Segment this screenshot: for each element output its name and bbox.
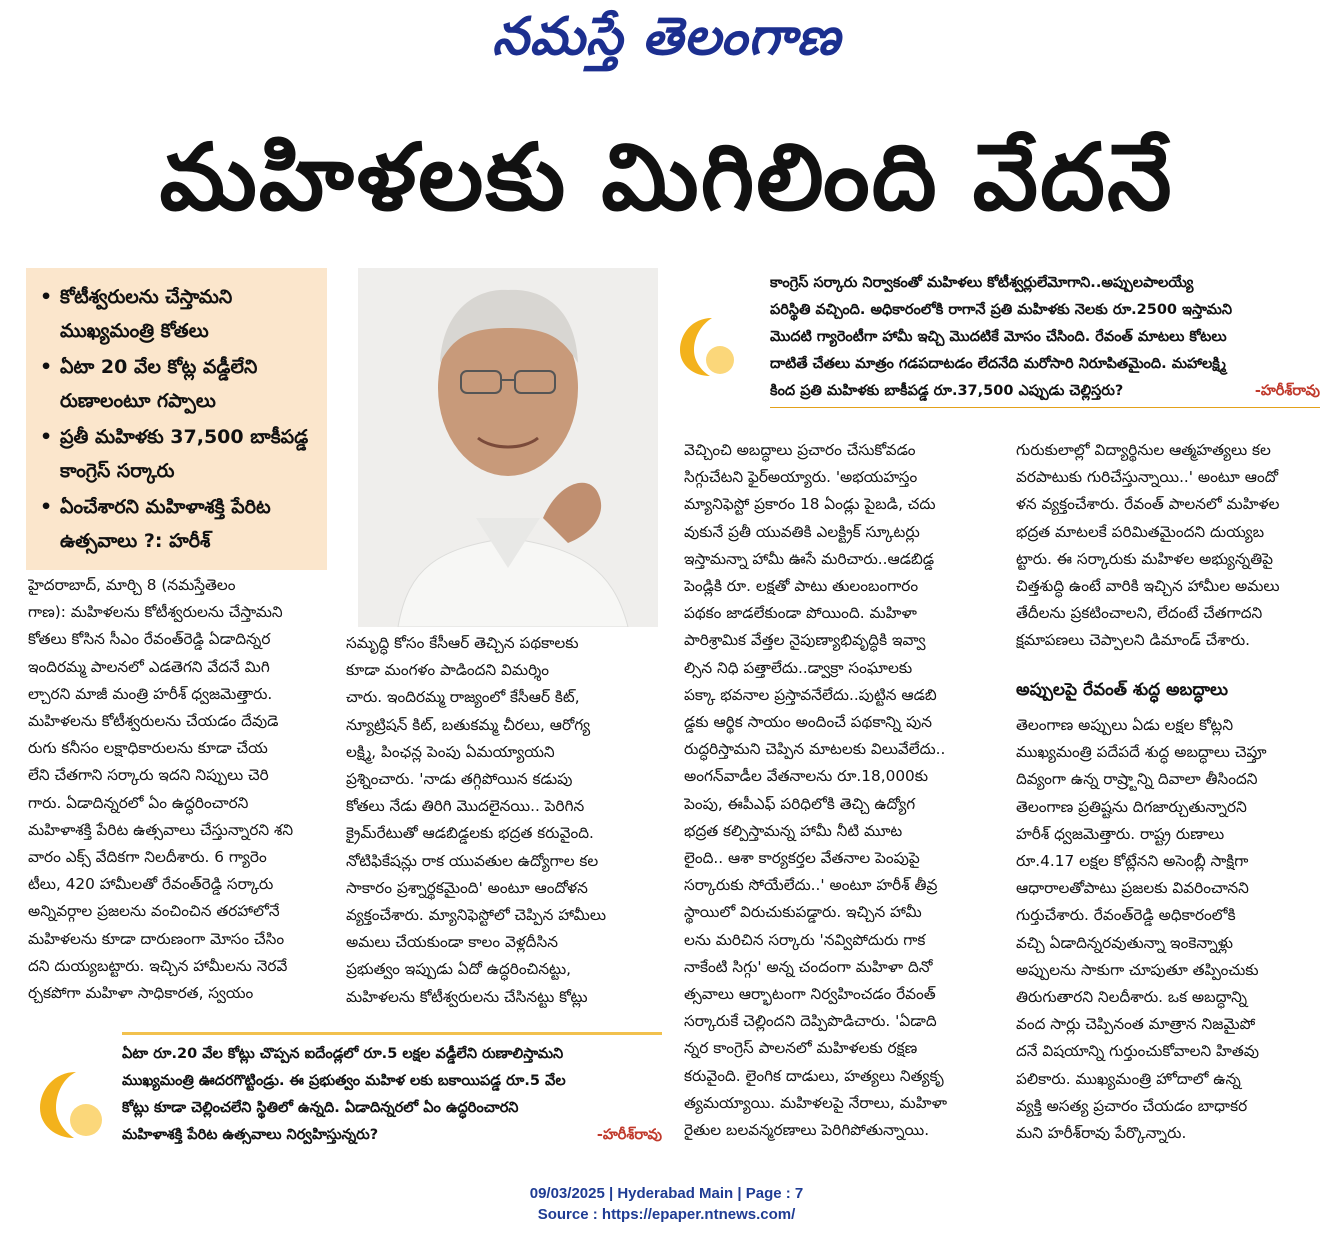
text-line: న్యూట్రిషన్ కిట్, బతుకమ్మ చీరలు, ఆరోగ్య — [346, 715, 591, 734]
article-column-4-top — [1016, 437, 1316, 655]
highlight-item — [40, 490, 319, 558]
text-line: పక్కా భవనాల ప్రస్తావనేలేదు..పుట్టిన ఆడబి — [684, 685, 937, 704]
text-line: ముఖ్యమంత్రి పదేపదే శుద్ధ అబద్ధాలు చెప్తూ — [1016, 743, 1267, 762]
text-line: దనే విషయాన్ని గుర్తుంచుకోవాలని హితవు — [1016, 1042, 1260, 1061]
text-line: లను మరిచిన సర్కారు 'నవ్విపోదురు గాక — [684, 930, 926, 949]
text-line: వెచ్చించి అబద్ధాలు ప్రచారం చేసుకోవడం — [684, 441, 916, 459]
footer-date-line: 09/03/2025 | Hyderabad Main | Page : 7 — [529, 1185, 804, 1202]
text-line: భద్రత కల్పిస్తామన్న హామీ నీటి మూట — [684, 821, 903, 840]
text-line: మహిళలను కోటీశ్వరులను చేయడం దేవుడె — [28, 712, 279, 731]
quote-line-text: కింద ప్రతి మహిళకు బాకీపడ్డ రూ.37,500 ఎప్పుడు చెల్లిస్తరు? — [770, 383, 1124, 399]
highlight-item — [40, 350, 319, 418]
text-line: ట్టారు. ఈ సర్కారుకు మహిళల అభ్యున్నతిపై — [1016, 549, 1274, 568]
text-line: సర్కారుకు సోయేలేదు..' అంటూ హరీశ్ తీవ్ర — [684, 876, 938, 895]
pull-quote-bottom — [122, 1032, 662, 1160]
text-line: తిరుగుతారని నిలదీశారు. ఒక అబద్ధాన్ని — [1016, 988, 1248, 1007]
text-line: ళన వ్యక్తంచేశారు. రేవంత్ పాలనలో మహిళల — [1016, 495, 1280, 514]
portrait-illustration — [358, 268, 658, 627]
text-line: సర్కారుకే చెల్లిందని దెప్పిపొడిచారు. 'ఏడాది — [684, 1012, 937, 1031]
text-line: వరపాటుకు గురిచేస్తున్నాయి..' అంటూ ఆందో — [1016, 468, 1279, 487]
text-line: క్రైమ్‌రేటుతో ఆడబిడ్డలకు భద్రత కరువైంది. — [346, 824, 594, 843]
text-line: టీలు, 420 హామీలతో రేవంత్‌రెడ్డి సర్కారు — [28, 875, 274, 894]
text-line: మహిళాశక్తి పేరిట ఉత్సవాలు చేస్తున్నారని శని — [28, 820, 294, 839]
text-line: తేదీలను ప్రకటించాలని, లేదంటే చేతగాదని — [1016, 604, 1263, 623]
highlights-box — [26, 268, 327, 570]
text-line: ప్రభుత్వం ఇప్పుడు ఏదో ఉద్ధరించినట్టు, — [346, 960, 572, 979]
quote-signature: -హరీశ్‌రావు — [1254, 383, 1320, 399]
text-line: హరీశ్ ధ్వజమెత్తారు. రాష్ట్ర రుణాలు — [1016, 824, 1225, 843]
text-line: గురుకులాల్లో విద్యార్థినుల ఆత్మహత్యలు కల — [1016, 441, 1271, 459]
article-column-3 — [684, 437, 996, 1144]
text-line: ఆధారాలతోపాటు ప్రజలకు వివరించానని — [1016, 879, 1249, 898]
text-line: పథకం జాడలేకుండా పోయింది. మహిళా — [684, 604, 917, 623]
text-line: భద్రత మాటలకే పరిమితమైందని దుయ్యబ — [1016, 522, 1265, 541]
text-line: మని హరీశ్‌రావు పేర్కొన్నారు. — [1016, 1124, 1187, 1143]
text-line: వంద సార్లు చెప్పినంత మాత్రాన నిజమైపో — [1016, 1015, 1256, 1034]
quote-line: ఏటా రూ.20 వేల కోట్లు చొప్పన ఐదేండ్లలో రూ.5 లక్షల వడ్డీలేని రుణాలిస్తామని — [122, 1046, 564, 1062]
crescent-quote-icon — [672, 310, 742, 380]
bullet-icon: • — [40, 286, 53, 308]
article-column-1 — [28, 572, 333, 1007]
text-line: వ్యక్తి అసత్య ప్రచారం చేయడం బాధాకర — [1016, 1096, 1248, 1115]
text-line: వుకునే ప్రతీ యువతికి ఎలక్ట్రిక్ స్కూటర్లు — [684, 522, 920, 541]
text-line: నాకేంటి సిగ్గు' అన్న చందంగా మహిళా దినో — [684, 957, 933, 976]
text-line: మ్యానిఫెస్టో ప్రకారం 18 ఏండ్లు పైబడి, చదు — [684, 495, 936, 514]
text-line: త్యమయ్యాయి. మహిళలపై నేరాలు, మహిళా — [684, 1093, 947, 1112]
highlight-item — [40, 420, 319, 488]
text-line: లైంది.. ఆశా కార్యకర్తల వేతనాల పెంపుపై — [684, 849, 920, 868]
text-line: గారు. ఏడాదిన్నరలో ఏం ఉద్ధరించారని — [28, 793, 249, 812]
quote-line: మొదటి గ్యారెంటీగా హామీ ఇచ్చి మొదటికే మోసం చేసింది. రేవంత్ మాటలు కోటలు — [770, 329, 1227, 345]
article-column-4-bottom — [1016, 712, 1316, 1147]
text-line: ఇస్తామన్నా హామీ ఊసే మరిచారు..ఆడబిడ్డ — [684, 549, 935, 568]
bullet-icon: • — [40, 496, 53, 518]
section-subhead: అప్పులపై రేవంత్ శుద్ధ అబద్ధాలు — [1016, 680, 1228, 700]
text-line: కోతలు కోసిన సీఎం రేవంత్‌రెడ్డి ఏడాదిన్నర — [28, 630, 271, 649]
text-line: రూ.4.17 లక్షల కోట్లేనని అసెంబ్లీ సాక్షిగా — [1016, 852, 1249, 871]
pull-quote-top — [770, 270, 1320, 408]
article-column-2 — [346, 630, 658, 1011]
text-line: కరువైంది. లైంగిక దాడులు, హత్యలు నిత్యకృ — [684, 1066, 944, 1085]
text-line: వచ్చి ఏడాదిన్నరవుతున్నా ఇంకెన్నాళ్లు — [1016, 933, 1234, 952]
text-line: సమృద్ధి కోసం కేసీఆర్ తెచ్చిన పథకాలకు — [346, 634, 579, 652]
text-line: డ్డకు ఆర్థిక సాయం అందించే పథకాన్ని పున — [684, 713, 932, 732]
text-line: హైదరాబాద్, మార్చి 8 (నమస్తేతెలం — [28, 576, 236, 594]
text-line: దివ్యంగా ఉన్న రాష్ర్టాన్ని దివాలా తీసిందని — [1016, 770, 1258, 789]
text-line: ర్చకపోగా మహిళా సాధికారత, స్వయం — [28, 984, 254, 1003]
text-line: క్షమాపణలు చెప్పాలని డిమాండ్ చేశారు. — [1016, 631, 1251, 650]
quote-line: కాంగ్రెస్ సర్కారు నిర్వాకంతో మహిళలు కోటీశ్వర్లులేమోగాని..అప్పులపాలయ్యే — [770, 275, 1194, 291]
bullet-icon: • — [40, 426, 53, 448]
quote-line: ముఖ్యమంత్రి ఊదరగొట్టిండ్రు. ఈ ప్రభుత్వం మహిళ లకు బకాయిపడ్డ రూ.5 వేల — [122, 1073, 566, 1089]
portrait-photo — [358, 268, 658, 627]
text-line: లక్ష్మి, పింఛన్ల పెంపు ఏమయ్యాయని — [346, 742, 555, 761]
text-line: గాణ): మహిళలను కోటీశ్వరులను చేస్తామని — [28, 603, 283, 622]
text-line: ఇందిరమ్మ పాలనలో ఎడతెగని వేదనే మిగి — [28, 657, 270, 676]
text-line: ప్రశ్నించారు. 'నాడు తగ్గిపోయిన కడుపు — [346, 770, 573, 789]
text-line: అమలు చేయకుండా కాలం వెళ్లదీసిన — [346, 933, 558, 952]
footer — [0, 1183, 1333, 1225]
crescent-quote-icon — [30, 1062, 110, 1142]
text-line: చిత్తశుద్ధి ఉంటే వారికి ఇచ్చిన హామీల అమలు — [1016, 577, 1280, 596]
text-line: ల్చారని మాజీ మంత్రి హరీశ్ ధ్వజమెత్తారు. — [28, 684, 273, 703]
text-line: రైతుల బలవన్మరణాలు పెరిగిపోతున్నాయి. — [684, 1121, 930, 1140]
text-line: నోటిఫికేషన్లు రాక యువతుల ఉద్యోగాల కల — [346, 851, 599, 870]
headline: మహిళలకు మిగిలింది వేదనే — [159, 124, 1174, 231]
footer-source-link[interactable]: Source : https://epaper.ntnews.com/ — [537, 1206, 796, 1223]
text-line: అంగన్‌వాడీల వేతనాలను రూ.18,000కు — [684, 767, 929, 786]
text-line: గుర్తుచేశారు. రేవంత్‌రెడ్డి అధికారంలోకి — [1016, 906, 1236, 925]
text-line: తెలంగాణ ప్రతిష్టను దిగజార్చుతున్నారని — [1016, 797, 1247, 816]
text-line: ల్సిన నిధి పత్తాలేదు..డ్వాక్రా సంఘాలకు — [684, 658, 913, 677]
highlight-item — [40, 280, 319, 348]
text-line: వ్యక్తంచేశారు. మ్యానిఫెస్టోలో చెప్పిన హామీలు — [346, 906, 607, 925]
text-line: దని దుయ్యబట్టారు. ఇచ్చిన హామీలను నెరవే — [28, 956, 288, 975]
quote-line — [770, 378, 1320, 405]
highlight-text: ఏంచేశారని మహిళాశక్తి పేరిట ఉత్సవాలు ?: హరీశ్ — [60, 496, 271, 552]
text-line: రుగు కనీసం లక్షాధికారులను కూడా చేయ — [28, 739, 268, 758]
text-line: న్నర కాంగ్రెస్ పాలనలో మహిళలకు రక్షణ — [684, 1039, 918, 1058]
text-line: అన్నివర్గాల ప్రజలను వంచించిన తరహాలోనే — [28, 902, 280, 921]
quote-line: దాటితే చేతలు మాత్రం గడపదాటడం లేదనేది మరోసారి నిరూపితమైంది. మహాలక్ష్మి — [770, 356, 1226, 372]
quote-signature: -హరీశ్‌రావు — [596, 1127, 662, 1143]
text-line: మహిళలను కోటీశ్వరులను చేసినట్టు కోట్లు — [346, 987, 588, 1006]
text-line: మహిళలను కూడా దారుణంగా మోసం చేసిం — [28, 929, 285, 948]
text-line: కోతలు నేడు తిరిగి మొదలైనయి.. పెరిగిన — [346, 797, 585, 816]
quote-line: కోట్లు కూడా చెల్లించలేని స్థితిలో ఉన్నది. ఏడాదిన్నరలో ఏం ఉద్ధరించారని — [122, 1100, 519, 1116]
text-line: సిగ్గుచేటని ఫైర్‌అయ్యారు. 'అభయహస్తం — [684, 468, 918, 487]
highlight-text: ప్రతీ మహిళకు 37,500 బాకీపడ్డ కాంగ్రెస్ సర్కారు — [60, 426, 309, 482]
text-line: సాకారం ప్రశ్నార్థకమైంది' అంటూ ఆందోళన — [346, 878, 588, 897]
text-line: రుద్ధరిస్తామని చెప్పిన మాటలకు విలువేలేదు.. — [684, 740, 946, 759]
text-line: వారం ఎక్స్ వేదికగా నిలదీశారు. 6 గ్యారెం — [28, 848, 267, 867]
text-line: పలికారు. ముఖ్యమంత్రి హోదాలో ఉన్న — [1016, 1069, 1241, 1088]
text-line: అప్పులను సాకుగా చూపుతూ తప్పించుకు — [1016, 960, 1259, 979]
masthead-logo: నమస్తే తెలంగాణ — [492, 6, 841, 67]
text-line: చారు. ఇందిరమ్మ రాజ్యంలో కేసీఆర్ కిట్, — [346, 688, 580, 707]
highlight-text: కోటీశ్వరులను చేస్తామని ముఖ్యమంత్రి కోతలు — [60, 286, 233, 342]
text-line: పారిశ్రామిక వేత్తల నైపుణ్యాభివృద్ధికి ఇవ్వా — [684, 631, 926, 650]
text-line: తెలంగాణ అప్పులు ఏడు లక్షల కోట్లని — [1016, 716, 1234, 734]
text-line: లేని చేతగాని సర్కారు ఇదని నిప్పులు చెరి — [28, 766, 269, 785]
text-line: త్సవాలు ఆర్భాటంగా నిర్వహించడం రేవంత్ — [684, 985, 936, 1004]
text-line: పెండ్లికి రూ. లక్షతో పాటు తులంబంగారం — [684, 577, 919, 596]
quote-line: పరిస్థితి వచ్చింది. అధికారంలోకి రాగానే ప్రతి మహిళకు నెలకు రూ.2500 ఇస్తామని — [770, 302, 1233, 318]
quote-line — [122, 1122, 662, 1149]
bullet-icon: • — [40, 356, 53, 378]
highlight-text: ఏటా 20 వేల కోట్ల వడ్డీలేని రుణాలంటూ గప్పాలు — [60, 356, 258, 412]
text-line: స్థాయిలో విరుచుకుపడ్డారు. ఇచ్చిన హామీ — [684, 903, 922, 922]
text-line: కూడా మంగళం పాడిందని విమర్శిం — [346, 661, 549, 680]
text-line: పెంపు, ఈపీఎఫ్ పరిధిలోకి తెచ్చి ఉద్యోగ — [684, 794, 916, 813]
quote-line-text: మహిళాశక్తి పేరిట ఉత్సవాలు నిర్వహిస్తున్నరు? — [122, 1127, 379, 1143]
